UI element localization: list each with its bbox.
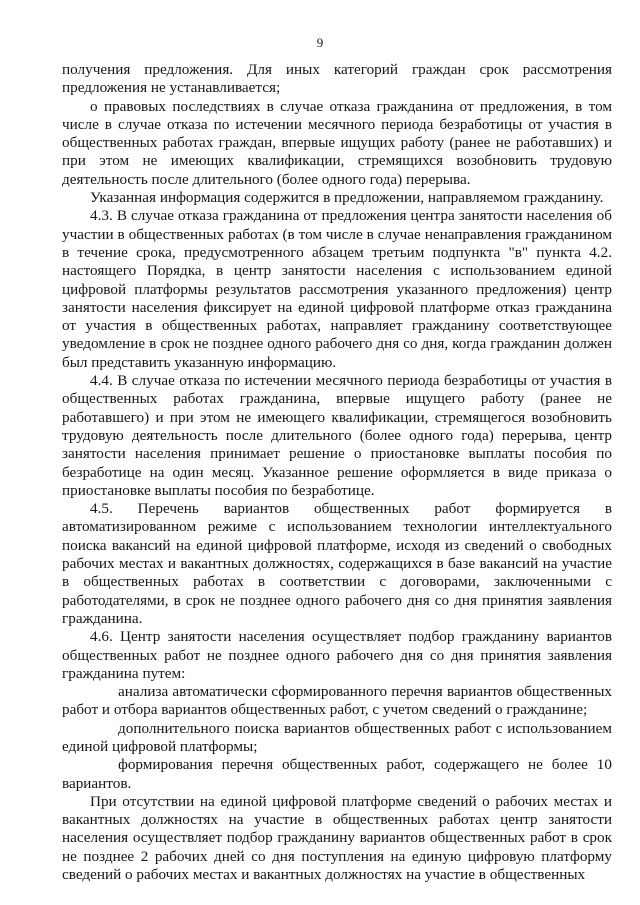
paragraph-legal-consequences: о правовых последствиях в случае отказа гражданина от предложения, в том числе в случае отказа по истечении месячного периода безработицы от участия в общественных работах граждан, впервые ищущих работу (ранее не работавших) и при этом не имеющих квалификации, стремящихся возобновить трудовую деятельность после длительного (более одного года) перерыва. (62, 97, 612, 188)
paragraph-4-4: 4.4. В случае отказа по истечении месячного периода безработицы от участия в общественных работах гражданина, впервые ищущего работу (ранее не работавшего) и при этом не имеющего квалификации, стремящегося возобновить трудовую деятельность после длительного (более одного года) перерыва, центр занятости населения принимает решение о приостановке выплаты пособия по безработице на один месяц. Указанное решение оформляется в виде приказа о приостановке выплаты пособия по безработице. (62, 372, 612, 499)
paragraph-4-6: 4.6. Центр занятости населения осуществляет подбор гражданину вариантов общественных работ не позднее одного рабочего дня со дня принятия заявления гражданина путем: (62, 628, 612, 682)
page-number: 9 (316, 35, 324, 50)
paragraph-no-vacancies: При отсутствии на единой цифровой платформе сведений о рабочих местах и вакантных должностях на участие в общественных работах центр занятости населения осуществляет подбор гражданину вариантов общественных работ в срок не позднее 2 рабочих дней со дня поступления на единую цифровую платформу сведений о рабочих местах и вакантных должностях на участие в общественных (62, 792, 612, 884)
paragraph-continuation: получения предложения. Для иных категорий граждан срок рассмотрения предложения не устанавливается; (62, 61, 612, 97)
list-item-analysis: анализа автоматически сформированного перечня вариантов общественных работ и отбора вариантов общественных работ, с учетом сведений о гражданине; (62, 683, 612, 719)
list-item-additional-search: дополнительного поиска вариантов общественных работ с использованием единой цифровой платформы; (62, 719, 612, 755)
paragraph-4-5: 4.5. Перечень вариантов общественных работ формируется в автоматизированном режиме с использованием технологии интеллектуального поиска вакансий на единой цифровой платформе, исходя из сведений о свободных рабочих местах и вакантных должностях, содержащихся в базе вакансий на участие в общественных работах в соответствии с договорами, заключенными с работодателями, в срок не позднее одного рабочего дня со дня принятия заявления гражданина. (62, 500, 612, 627)
paragraph-4-3: 4.3. В случае отказа гражданина от предложения центра занятости населения об участии в общественных работах (в том числе в случае ненаправления гражданином в течение срока, предусмотренного абзацем третьим подпункта "в" пункта 4.2. настоящего Порядка, в центр занятости населения с использованием единой цифровой платформы результатов рассмотрения указанного предложения) центр занятости населения фиксирует на единой цифровой платформе отказ гражданина от участия в общественных работах, направляет гражданину соответствующее уведомление в срок не позднее одного рабочего дня со дня, когда гражданин должен был представить указанную информацию. (62, 207, 612, 371)
document-body (62, 61, 612, 884)
paragraph-info-note: Указанная информация содержится в предложении, направляемом гражданину. (90, 189, 604, 207)
list-item-forming-list: формирования перечня общественных работ, содержащего не более 10 вариантов. (62, 756, 612, 792)
